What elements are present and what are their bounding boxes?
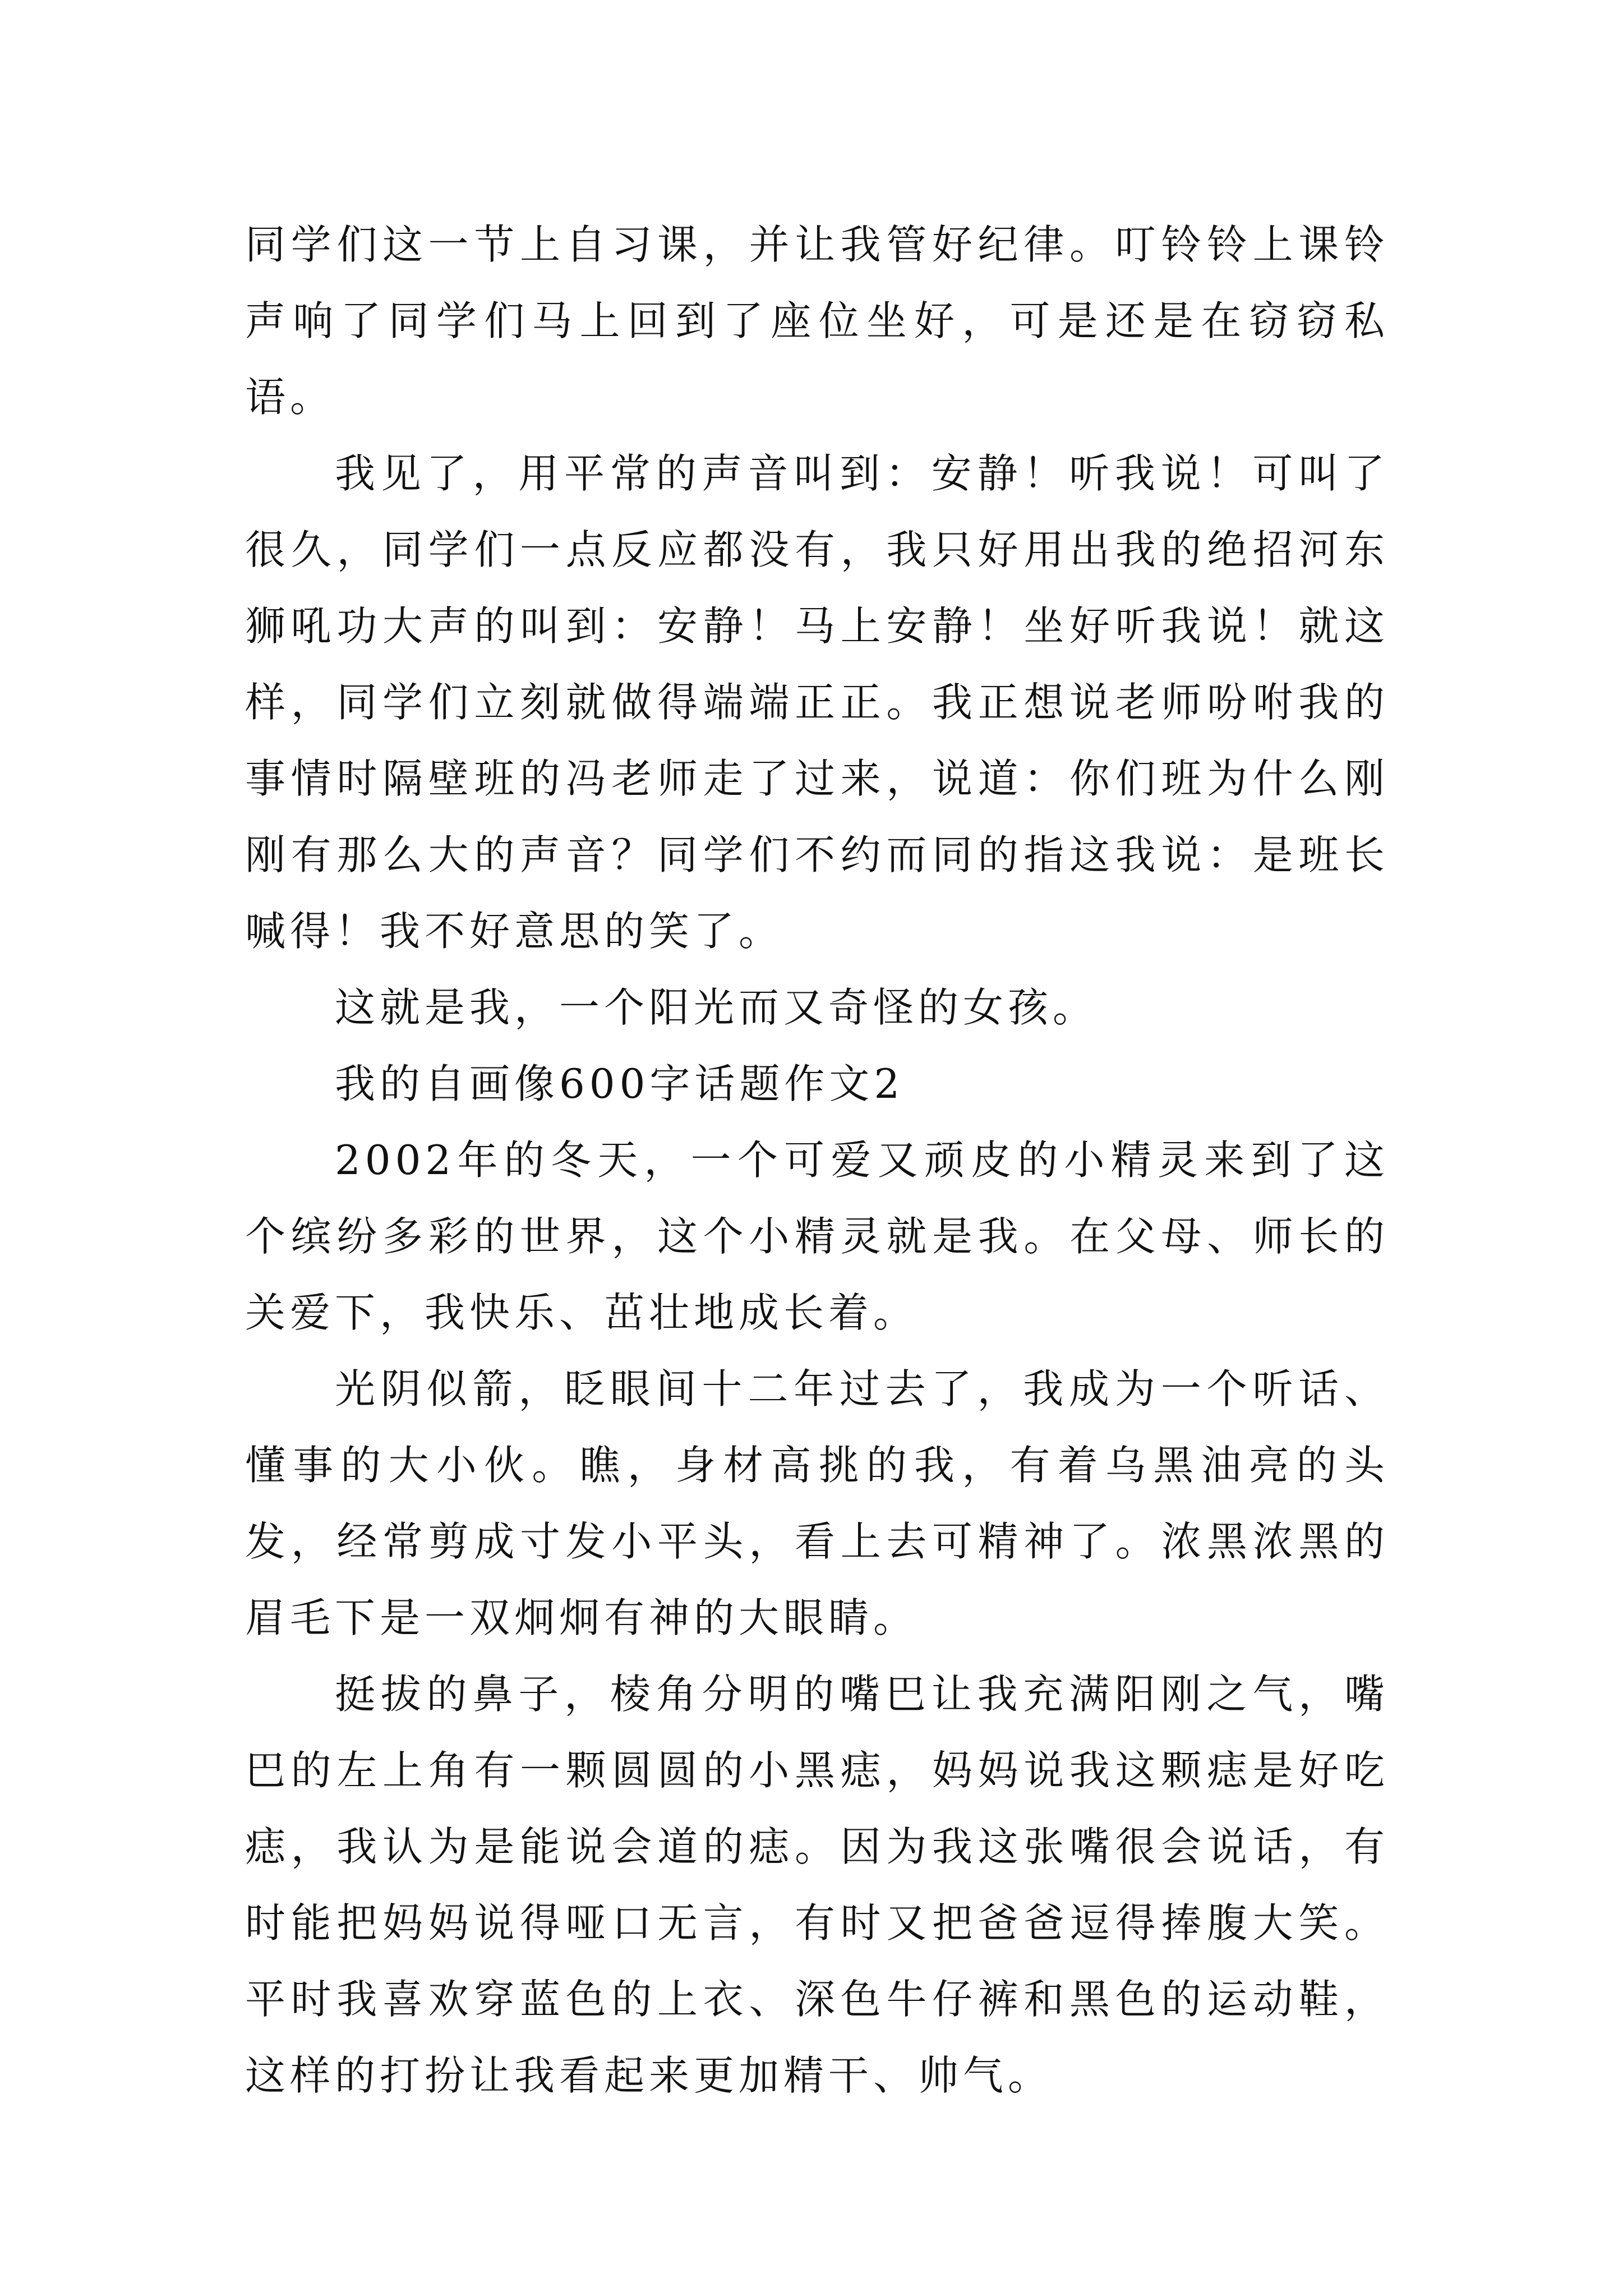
paragraph-continued: 同学们这一节上自习课，并让我管好纪律。叮铃铃上课铃声响了同学们马上回到了座位坐好，可是还是在窃窃私语。 [245,221,1389,421]
paragraph: 我见了，用平常的声音叫到：安静！听我说！可叫了很久，同学们一点反应都没有，我只好用出我的绝招河东狮吼功大声的叫到：安静！马上安静！坐好听我说！就这样，同学们立刻就做得端端正正。我正想说老师吩咐我的事情时隔壁班的冯老师走了过来，说道：你们班为什么刚刚有那么大的声音？同学们不约而同的指这我说：是班长喊得！我不好意思的笑了。 [245,450,1389,955]
paragraph: 2002年的冬天，一个可爱又顽皮的小精灵来到了这个缤纷多彩的世界，这个小精灵就是我。在父母、师长的关爱下，我快乐、茁壮地成长着。 [245,1137,1389,1336]
paragraph: 挺拔的鼻子，棱角分明的嘴巴让我充满阳刚之气，嘴巴的左上角有一颗圆圆的小黑痣，妈妈说我这颗痣是好吃痣，我认为是能说会道的痣。因为我这张嘴很会说话，有时能把妈妈说得哑口无言，有时又把爸爸逗得捧腹大笑。平时我喜欢穿蓝色的上衣、深色牛仔裤和黑色的运动鞋，这样的打扮让我看起来更加精干、帅气。 [245,1671,1389,2099]
paragraph: 光阴似箭，眨眼间十二年过去了，我成为一个听话、懂事的大小伙。瞧，身材高挑的我，有着乌黑油亮的头发，经常剪成寸发小平头，看上去可精神了。浓黑浓黑的眉毛下是一双炯炯有神的大眼睛。 [245,1365,1389,1641]
paragraph: 这就是我，一个阳光而又奇怪的女孩。 [335,984,1098,1031]
essay-title: 我的自画像600字话题作文2 [335,1060,905,1107]
document-body [245,206,1389,2114]
